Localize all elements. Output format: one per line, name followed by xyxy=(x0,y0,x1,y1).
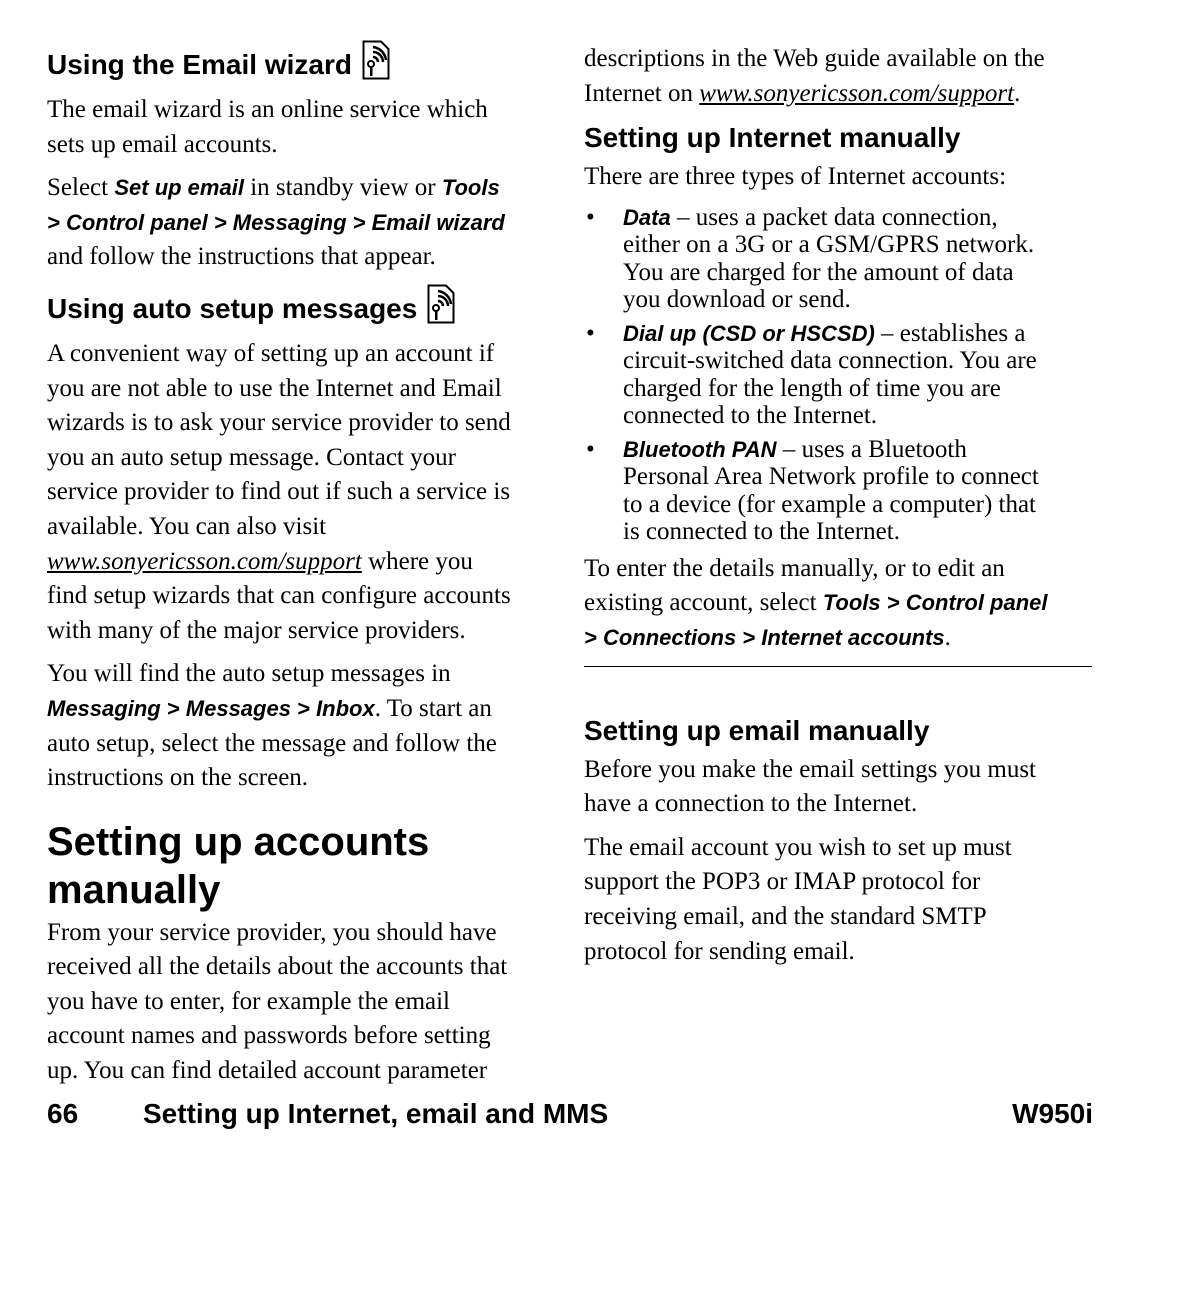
text-run: to a device (for example a computer) that xyxy=(623,490,1037,518)
text-line xyxy=(584,787,1096,822)
text-run: available. You can also visit xyxy=(47,512,327,540)
text-line xyxy=(47,510,557,545)
text-run: you have to enter, for example the email xyxy=(47,987,451,1015)
chapter-heading xyxy=(47,818,557,914)
menu-path: > Connections > Internet accounts xyxy=(584,624,945,650)
text-line xyxy=(623,320,1096,348)
text-run: connected to the Internet. xyxy=(623,402,878,430)
chapter-title: Setting up Internet, email and MMS xyxy=(143,1098,609,1129)
support-link[interactable]: www.sonyericsson.com/support xyxy=(699,79,1015,107)
paragraph xyxy=(47,916,557,1089)
text-run: have a connection to the Internet. xyxy=(584,790,918,818)
text-run: in standby view or xyxy=(243,174,442,202)
chapter-heading-line: Setting up accounts xyxy=(47,819,430,864)
text-line xyxy=(47,171,557,206)
section-heading-text: Setting up Internet manually xyxy=(584,122,961,154)
text-line xyxy=(584,42,1096,77)
text-run: account names and passwords before setting xyxy=(47,1022,491,1050)
text-line xyxy=(584,865,1096,900)
text-run: find setup wizards that can configure accounts xyxy=(47,582,511,610)
bullet-icon: • xyxy=(586,203,595,231)
operator-service-icon xyxy=(362,40,390,89)
section-heading xyxy=(47,284,557,333)
bullet-item xyxy=(584,204,1096,314)
menu-path: Set up email xyxy=(114,175,244,201)
text-run: There are three types of Internet accounts: xyxy=(584,163,1007,191)
text-run: circuit-switched data connection. You are xyxy=(623,347,1037,375)
text-run: with many of the major service providers. xyxy=(47,616,466,644)
text-run: service provider to find out if such a service is xyxy=(47,478,511,506)
text-line xyxy=(584,900,1096,935)
text-run: wizards is to ask your service provider to send xyxy=(47,409,511,437)
text-run: Personal Area Network profile to connect xyxy=(623,463,1039,491)
paragraph xyxy=(584,552,1096,656)
paragraph xyxy=(584,753,1096,822)
paragraph xyxy=(47,657,557,795)
text-line xyxy=(623,204,1096,232)
text-run: receiving email, and the standard SMTP xyxy=(584,902,987,930)
paragraph xyxy=(47,171,557,275)
menu-path: Tools > Control panel xyxy=(822,590,1048,616)
text-run: instructions on the screen. xyxy=(47,764,309,792)
text-line xyxy=(623,402,1096,430)
text-run: you download or send. xyxy=(623,286,851,314)
paragraph xyxy=(584,831,1096,969)
text-run: you are not able to use the Internet and Email xyxy=(47,374,502,402)
text-run: existing account, select xyxy=(584,589,823,617)
text-line xyxy=(47,579,557,614)
text-run: – uses a Bluetooth xyxy=(776,435,967,463)
text-line xyxy=(47,406,557,441)
text-run: is connected to the Internet. xyxy=(623,518,900,546)
text-line xyxy=(47,727,557,762)
text-line xyxy=(47,950,557,985)
text-line xyxy=(47,985,557,1020)
text-line xyxy=(47,441,557,476)
text-run: descriptions in the Web guide available on the xyxy=(584,45,1045,72)
text-line xyxy=(623,436,1096,464)
text-line xyxy=(47,692,557,727)
text-run: – uses a packet data connection, xyxy=(670,203,998,231)
text-run: Before you make the email settings you must xyxy=(584,755,1036,783)
text-run: The email account you wish to set up must xyxy=(584,833,1012,861)
text-run: – establishes a xyxy=(874,319,1026,347)
bullet-item xyxy=(584,320,1096,430)
text-run: and follow the instructions that appear. xyxy=(47,243,436,271)
text-line xyxy=(623,518,1096,546)
text-line xyxy=(623,231,1096,259)
text-line xyxy=(47,1054,557,1089)
text-line xyxy=(584,753,1096,788)
paragraph xyxy=(47,337,557,648)
text-line xyxy=(623,375,1096,403)
text-line xyxy=(47,128,557,163)
right-column xyxy=(584,42,1096,978)
text-line xyxy=(47,93,557,128)
bullet-icon: • xyxy=(586,319,595,347)
text-line xyxy=(584,586,1096,621)
text-run: . xyxy=(1014,79,1021,107)
text-line xyxy=(47,545,557,580)
page-number: 66 xyxy=(47,1098,79,1129)
text-run: From your service provider, you should have xyxy=(47,918,497,946)
text-line xyxy=(47,1019,557,1054)
text-line xyxy=(623,286,1096,314)
menu-path: Data xyxy=(623,204,671,230)
menu-path: > Control panel > Messaging > Email wizard xyxy=(47,209,505,235)
text-line xyxy=(47,614,557,649)
text-line xyxy=(623,347,1096,375)
text-run: . xyxy=(944,623,951,651)
section-heading-text: Using the Email wizard xyxy=(47,49,352,80)
support-link[interactable]: www.sonyericsson.com/support xyxy=(47,547,362,575)
text-run: either on a 3G or a GSM/GPRS network. xyxy=(623,231,1035,259)
chapter-heading-line: manually xyxy=(47,867,221,912)
text-line xyxy=(47,337,557,372)
text-line xyxy=(623,491,1096,519)
text-line xyxy=(584,160,1096,195)
section-heading-text: Setting up email manually xyxy=(584,714,930,746)
text-line xyxy=(47,657,557,692)
text-run: You will find the auto setup messages in xyxy=(47,660,451,688)
menu-path: Messaging > Messages > Inbox xyxy=(47,695,375,721)
text-line xyxy=(584,935,1096,970)
text-run: Select xyxy=(47,174,115,202)
text-run: Internet on xyxy=(584,79,700,107)
text-run: protocol for sending email. xyxy=(584,937,855,965)
text-run: charged for the length of time you are xyxy=(623,374,1001,402)
text-run: A convenient way of setting up an account if xyxy=(47,339,495,367)
section-heading xyxy=(47,40,557,89)
operator-service-icon xyxy=(427,284,455,333)
text-run: where you xyxy=(361,547,473,575)
paragraph xyxy=(47,93,557,162)
text-run: You are charged for the amount of data xyxy=(623,258,1014,286)
text-line xyxy=(584,552,1096,587)
text-line xyxy=(47,916,557,951)
left-column xyxy=(47,40,557,1098)
section-heading-text: Using auto setup messages xyxy=(47,292,418,324)
text-run: sets up email accounts. xyxy=(47,130,278,158)
text-run: up. You can find detailed account parameter xyxy=(47,1057,488,1085)
text-run: To enter the details manually, or to edit an xyxy=(584,554,1005,582)
paragraph xyxy=(584,160,1096,195)
text-line xyxy=(584,77,1096,112)
text-run: . To start an xyxy=(374,694,492,722)
text-run: The email wizard is an online service which xyxy=(47,96,488,123)
text-run: you an auto setup message. Contact your xyxy=(47,443,456,471)
section-heading xyxy=(584,713,1096,749)
text-line xyxy=(584,831,1096,866)
page-footer xyxy=(47,1098,1093,1138)
text-line xyxy=(623,463,1096,491)
divider xyxy=(584,666,1092,667)
text-line xyxy=(584,621,1096,656)
bullet-icon: • xyxy=(586,435,595,463)
bullet-item xyxy=(584,436,1096,546)
menu-path: Bluetooth PAN xyxy=(623,436,777,462)
text-run: auto setup, select the message and follow the xyxy=(47,729,497,757)
text-run: received all the details about the accounts that xyxy=(47,953,508,981)
menu-path: Tools xyxy=(441,175,500,201)
model-name: W950i xyxy=(1012,1098,1093,1129)
text-line xyxy=(47,206,557,241)
menu-path: Dial up (CSD or HSCSD) xyxy=(623,320,875,346)
text-line xyxy=(47,761,557,796)
text-line xyxy=(623,259,1096,287)
paragraph xyxy=(584,42,1096,111)
section-heading xyxy=(584,120,1096,156)
text-run: support the POP3 or IMAP protocol for xyxy=(584,868,981,896)
text-line xyxy=(47,240,557,275)
text-line xyxy=(47,372,557,407)
text-line xyxy=(47,475,557,510)
